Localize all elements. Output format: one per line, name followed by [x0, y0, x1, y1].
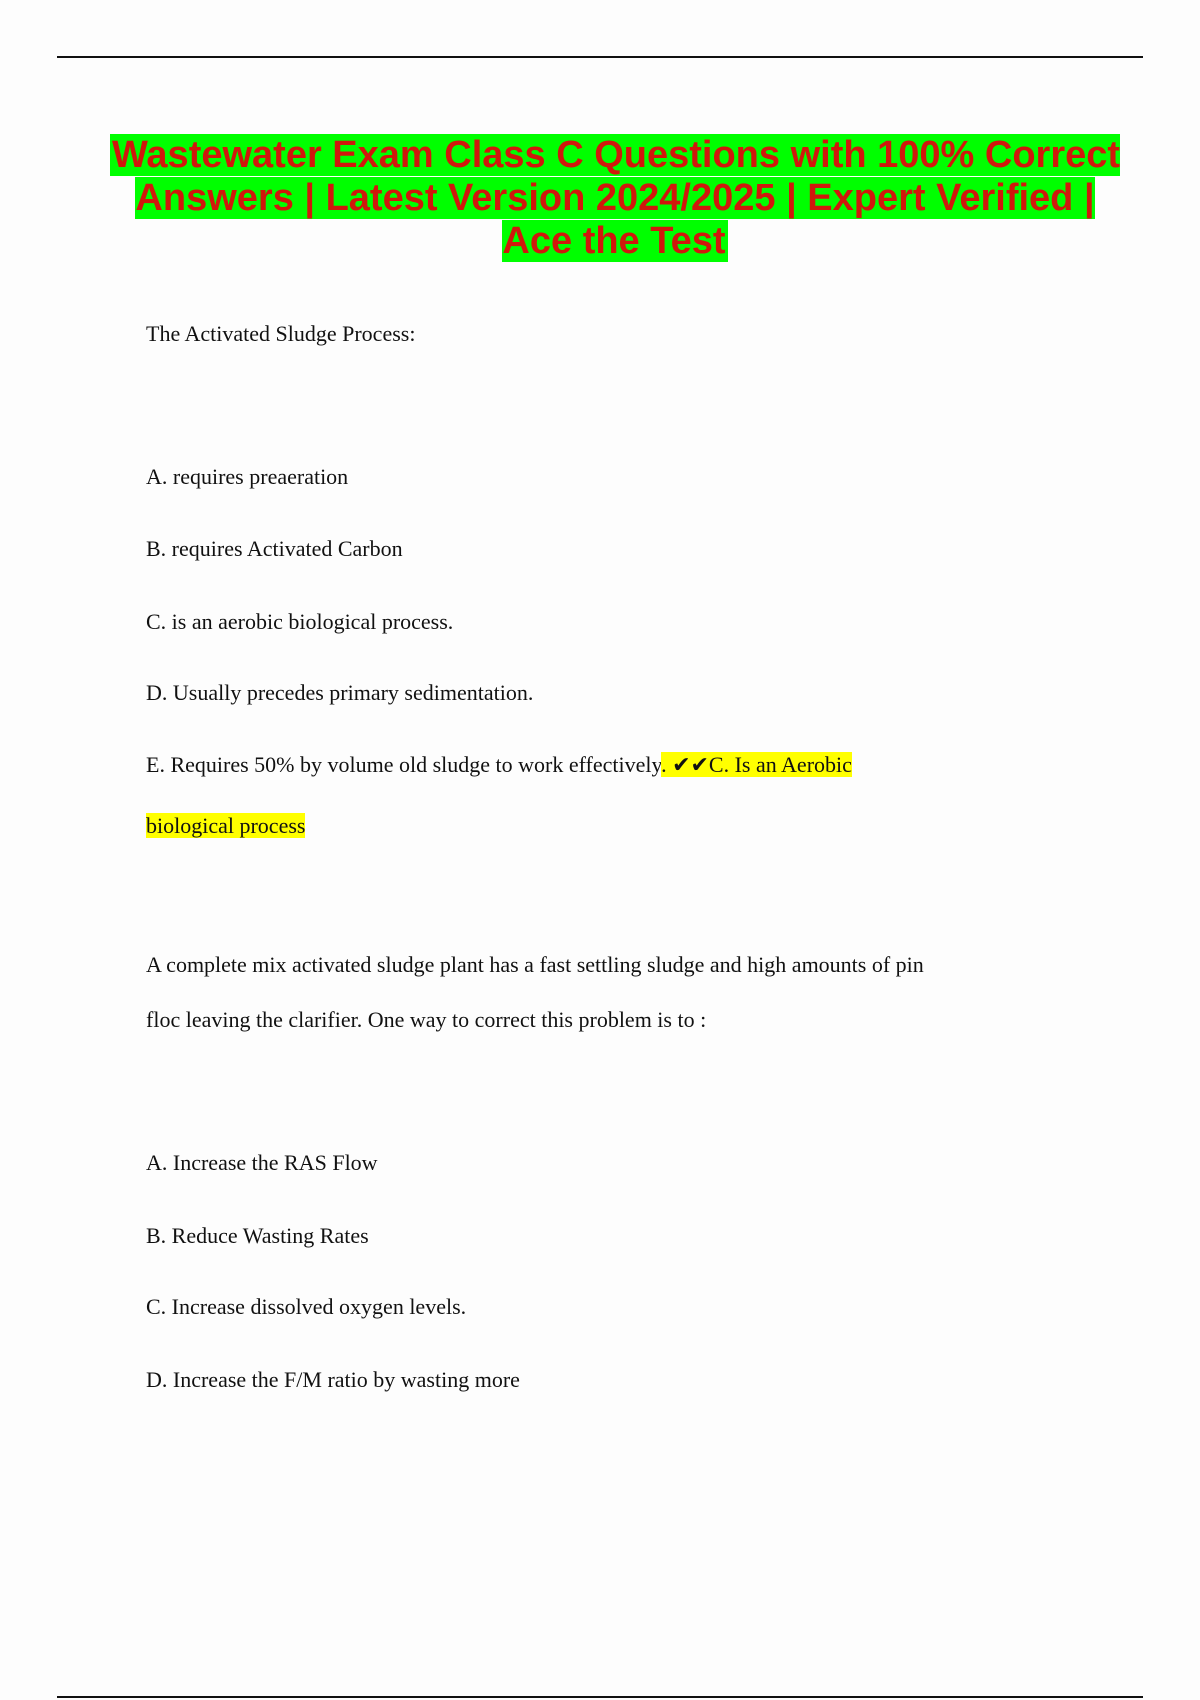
question-2-prompt-line-2: floc leaving the clarifier. One way to correct this problem is to : [146, 1007, 707, 1032]
question-2-prompt-line-1: A complete mix activated sludge plant has a fast settling sludge and high amounts of pin [146, 952, 924, 977]
question-2-option-b: B. Reduce Wasting Rates [146, 1223, 369, 1248]
question-1-option-a: A. requires preaeration [146, 464, 349, 489]
question-1-prompt: The Activated Sludge Process: [146, 321, 416, 346]
question-2-option-c: C. Increase dissolved oxygen levels. [146, 1294, 467, 1319]
question-1-answer-cont-line [146, 812, 305, 840]
question-1-answer: . ✔✔C. Is an Aerobic [661, 752, 852, 777]
title-text: Wastewater Exam Class C Questions with 100% Correct Answers | Latest Version 2024/2025 | Expert Verified | Ace the Test [111, 134, 1121, 262]
bottom-rule [57, 1696, 1143, 1698]
question-1-option-e: E. Requires 50% by volume old sludge to work effectively [146, 752, 662, 777]
question-1-option-d: D. Usually precedes primary sedimentation. [146, 680, 534, 705]
question-1-answer-cont: biological process [146, 813, 306, 838]
top-rule [57, 56, 1143, 58]
question-1-option-c: C. is an aerobic biological process. [146, 609, 454, 634]
question-2-option-a: A. Increase the RAS Flow [146, 1150, 378, 1175]
question-2-option-d: D. Increase the F/M ratio by wasting more [146, 1367, 520, 1392]
question-1-option-b: B. requires Activated Carbon [146, 536, 403, 561]
question-1-option-e-line [146, 751, 852, 779]
document-title [100, 134, 1130, 263]
